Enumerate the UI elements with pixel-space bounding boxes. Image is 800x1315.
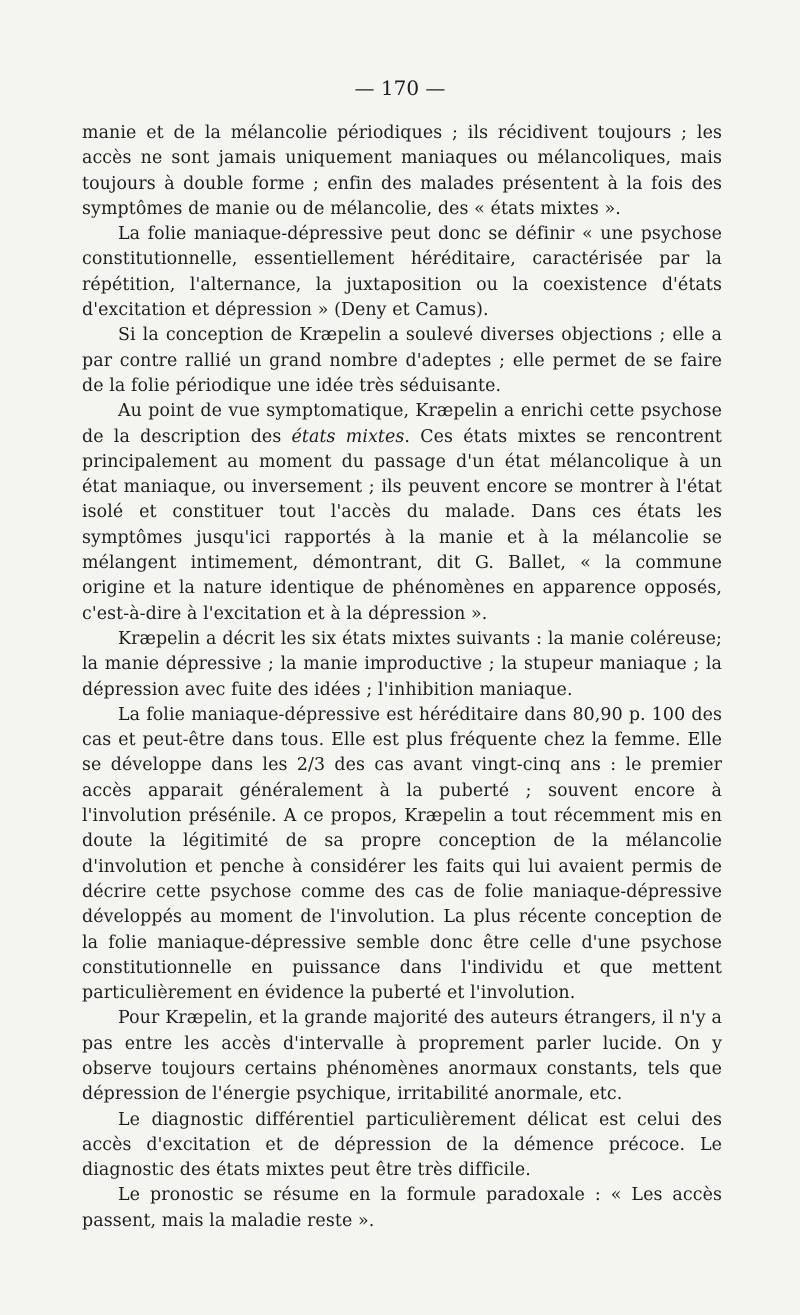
paragraph-diagnosis: Le diagnostic différentiel particulièrement délicat est celui des accès d'excitation et de dépression de la démence précoce. Le diagnostic des états mixtes peut être très difficile.	[82, 1109, 722, 1181]
paragraph-definition: La folie maniaque-dépressive peut donc se définir « une psychose constitutionnelle, essentiellement héréditaire, caractérisée par la répétition, l'alternance, la juxtaposition ou la coexistence d'états d'excitation et dépression » (Deny et Camus).	[82, 224, 722, 321]
paragraph-mixed-states-rest: . Ces états mixtes se rencontrent principalement au moment du passage d'un état mélancolique à un état maniaque, ou inversement ; ils peuvent encore se montrer à l'état isolé et constituer tout l'accès du malade. Dans ces états les symptômes jusqu'ici rapportés à la manie et à la mélancolie se mélangent intimement, démontrant, dit G. Ballet, « la commune origine et la nature identique de phénomènes en apparence opposés, c'est-à-dire à l'excitation et à la dépression ».	[82, 426, 722, 624]
paragraph-mixed-states	[82, 399, 722, 627]
paragraph-prognosis: Le pronostic se résume en la formule paradoxale : « Les accès passent, mais la maladie reste ».	[82, 1185, 722, 1231]
paragraph-six-states: Kræpelin a décrit les six états mixtes suivants : la manie coléreuse; la manie dépressive ; la manie improductive ; la stupeur maniaque ; la dépression avec fuite des idées ; l'inhibition maniaque.	[82, 628, 722, 700]
paragraph-heredity: La folie maniaque-dépressive est héréditaire dans 80,90 p. 100 des cas et peut-être dans tous. Elle est plus fréquente chez la femme. Elle se développe dans les 2/3 des cas avant vingt-cinq ans : le premier accès apparait généralement à la puberté ; souvent encore à l'involution présénile. A ce propos, Kræpelin a tout récemment mis en doute la légitimité de sa propre conception de la mélancolie d'involution et penche à considérer les faits qui lui avaient permis de décrire cette psychose comme des cas de folie maniaque-dépressive développés au moment de l'involution. La plus récente conception de la folie maniaque-dépressive semble donc être celle d'une psychose constitutionnelle en puissance dans l'individu et que mettent particulièrement en évidence la puberté et l'involution.	[82, 704, 722, 1004]
paragraph-continuation: manie et de la mélancolie périodiques ; ils récidivent toujours ; les accès ne sont jamais uniquement maniaques ou mélancoliques, mais toujours à double forme ; enfin des malades présentent à la fois des symptômes de manie ou de mélancolie, des « états mixtes ».	[82, 123, 722, 219]
paragraph-intervals: Pour Kræpelin, et la grande majorité des auteurs étrangers, il n'y a pas entre les accès d'intervalle à proprement parler lucide. On y observe toujours certains phénomènes anormaux constants, tels que dépression de l'énergie psychique, irritabilité anormale, etc.	[82, 1008, 722, 1105]
page-number: — 170 —	[354, 76, 446, 100]
italic-term-mixed-states: états mixtes	[291, 426, 405, 447]
body-text	[82, 121, 722, 1234]
paragraph-conception: Si la conception de Kræpelin a soulevé diverses objections ; elle a par contre rallié un grand nombre d'adeptes ; elle permet de se faire de la folie périodique une idée très séduisante.	[82, 325, 722, 396]
paragraph-mixed-states-lead: Au point de vue symptomatique, Kræpelin a enrichi cette psychose de la description des	[82, 401, 722, 447]
